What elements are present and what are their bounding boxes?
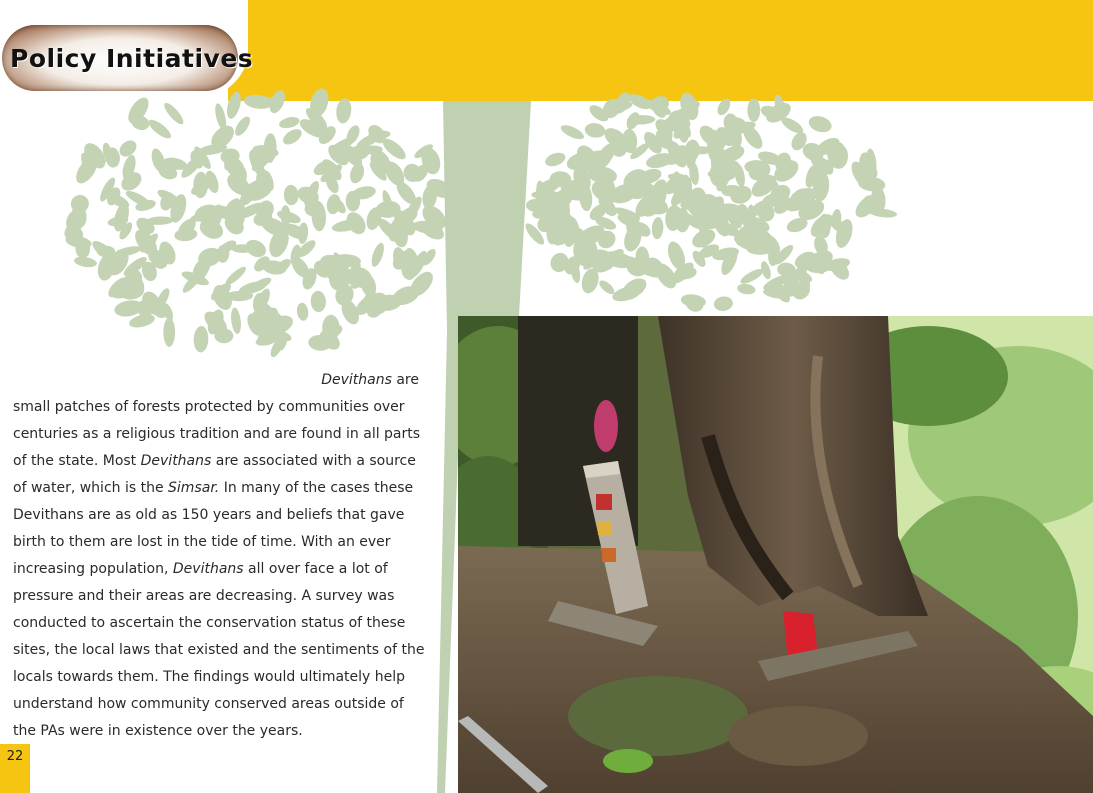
leaf-shape	[747, 99, 760, 122]
tree-shrine-photo	[458, 316, 1093, 793]
leaf-shape	[297, 222, 309, 244]
leaf-shape	[559, 122, 586, 142]
leaf-shape	[116, 137, 139, 160]
leaf-shape	[146, 117, 174, 142]
term-simsar: Simsar.	[168, 480, 220, 496]
leaf-shape	[280, 126, 304, 148]
term-devithans: Devithans	[172, 561, 244, 577]
leaf-shape	[193, 326, 209, 353]
page-number-strip	[0, 770, 30, 793]
leaf-shape	[230, 307, 243, 335]
leaf-shape	[232, 114, 253, 138]
leaf-shape	[736, 283, 756, 296]
leaf-shape	[163, 318, 175, 347]
leaf-shape	[224, 90, 243, 120]
leaf-shape	[335, 97, 353, 124]
leaf-shape	[174, 227, 198, 242]
page-number: 22	[0, 744, 30, 770]
term-devithans: Devithans	[321, 372, 392, 388]
leaf-shape	[651, 217, 664, 240]
leaf-shape	[543, 150, 567, 169]
leaf-shape	[310, 291, 326, 313]
leaf-shape	[296, 302, 310, 322]
leaf-shape	[243, 93, 274, 110]
leaf-shape	[283, 184, 299, 205]
leaf-shape	[713, 295, 734, 312]
leaf-shape	[584, 122, 606, 139]
leaf-shape	[161, 100, 186, 126]
term-devithans: Devithans	[140, 453, 212, 469]
photo-illustration	[458, 316, 1093, 793]
leaf-shape	[738, 266, 765, 286]
page-title: Policy Initiatives	[10, 44, 254, 73]
leaf-shape	[807, 114, 834, 135]
leaf-shape	[348, 161, 367, 185]
leaf-shape	[278, 115, 301, 130]
body-paragraph: Devithans are small patches of forests protected by communities over centuries as a religious tradition and are found in all parts of the state. Most Devithans are associated with a source of water, which is the Simsar. In many of the cases these Devithans are as old as 150 years and beliefs that gave birth to them are lost in the tide of time. With an ever increasing population, Devithans all over face a lot of pressure and their areas are decreasing. A survey was conducted to ascertain the conservation status of these sites, the local laws that existed and the sentiments of the locals towards them. The findings would ultimately help understand how community conserved areas outside of the PAs were in existence over the years.	[13, 372, 425, 739]
leaf-shape	[369, 241, 386, 268]
